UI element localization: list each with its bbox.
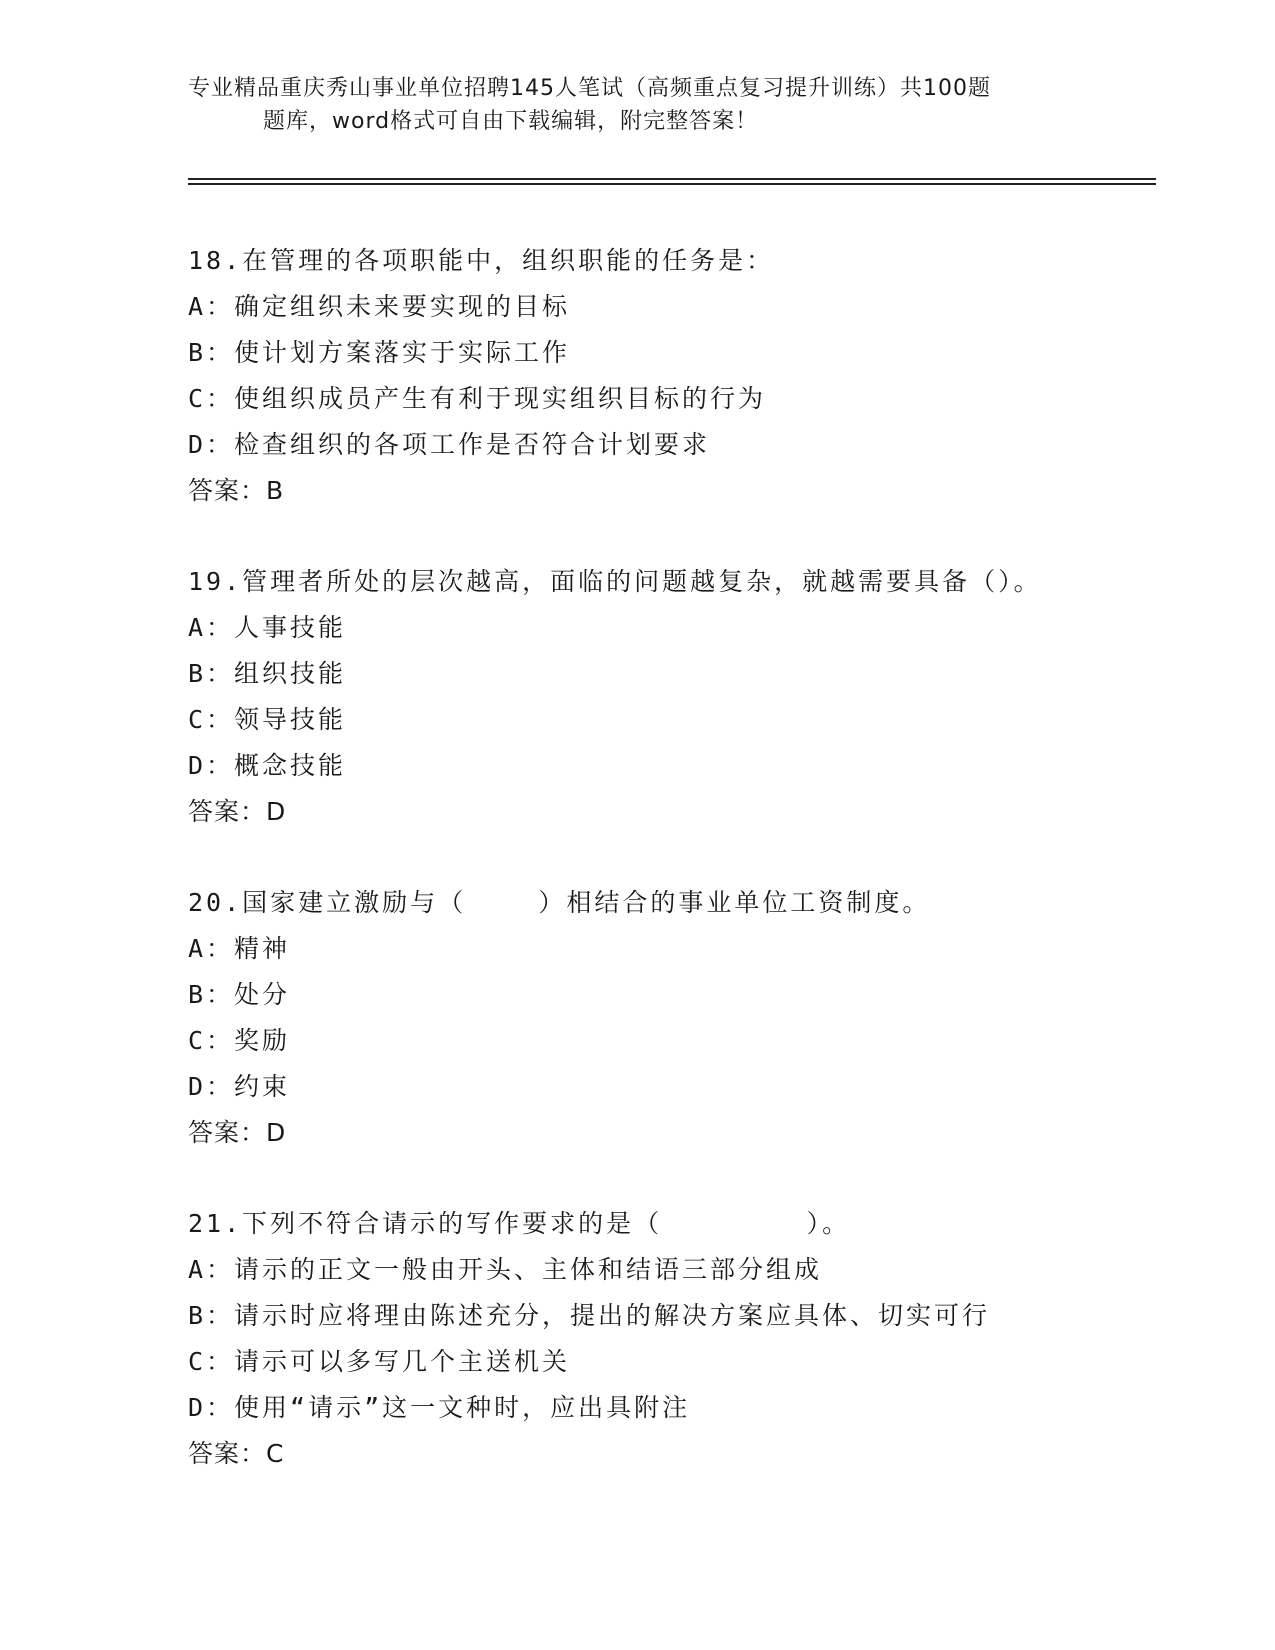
option-c: C：使组织成员产生有利于现实组织目标的行为 — [188, 384, 767, 413]
question-block — [188, 559, 1188, 835]
option-d: D：概念技能 — [188, 751, 347, 780]
option-b: B：使计划方案落实于实际工作 — [188, 338, 571, 367]
header-divider-bottom — [188, 183, 1156, 185]
option-b: B：处分 — [188, 980, 291, 1009]
option-a: A：请示的正文一般由开头、主体和结语三部分组成 — [188, 1255, 823, 1284]
option-a: A：人事技能 — [188, 613, 347, 642]
option-a: A：精神 — [188, 934, 291, 963]
answer-line: 答案：C — [188, 1439, 285, 1468]
document-header — [188, 72, 1088, 138]
question-stem: 18.在管理的各项职能中，组织职能的任务是： — [188, 246, 775, 275]
option-b: B：请示时应将理由陈述充分，提出的解决方案应具体、切实可行 — [188, 1301, 991, 1330]
question-stem: 21.下列不符合请示的写作要求的是（ ）。 — [188, 1209, 851, 1238]
option-c: C：请示可以多写几个主送机关 — [188, 1347, 571, 1376]
option-c: C：领导技能 — [188, 705, 347, 734]
answer-line: 答案：D — [188, 797, 287, 826]
option-d: D：使用“请示”这一文种时，应出具附注 — [188, 1393, 691, 1422]
question-block — [188, 1201, 1188, 1477]
header-title-line1: 专业精品重庆秀山事业单位招聘145人笔试（高频重点复习提升训练）共100题 — [188, 76, 991, 101]
question-stem: 20.国家建立激励与（ ）相结合的事业单位工资制度。 — [188, 888, 931, 917]
option-a: A：确定组织未来要实现的目标 — [188, 292, 571, 321]
option-c: C：奖励 — [188, 1026, 291, 1055]
question-list — [188, 238, 1188, 1522]
answer-line: 答案：B — [188, 476, 285, 505]
header-title-line2: 题库，word格式可自由下载编辑，附完整答案！ — [263, 109, 759, 134]
option-d: D：约束 — [188, 1072, 291, 1101]
option-d: D：检查组织的各项工作是否符合计划要求 — [188, 430, 711, 459]
header-divider-top — [188, 178, 1156, 180]
option-b: B：组织技能 — [188, 659, 347, 688]
question-stem: 19.管理者所处的层次越高，面临的问题越复杂，就越需要具备（）。 — [188, 567, 1042, 596]
question-block — [188, 880, 1188, 1156]
answer-line: 答案：D — [188, 1118, 287, 1147]
question-block — [188, 238, 1188, 514]
